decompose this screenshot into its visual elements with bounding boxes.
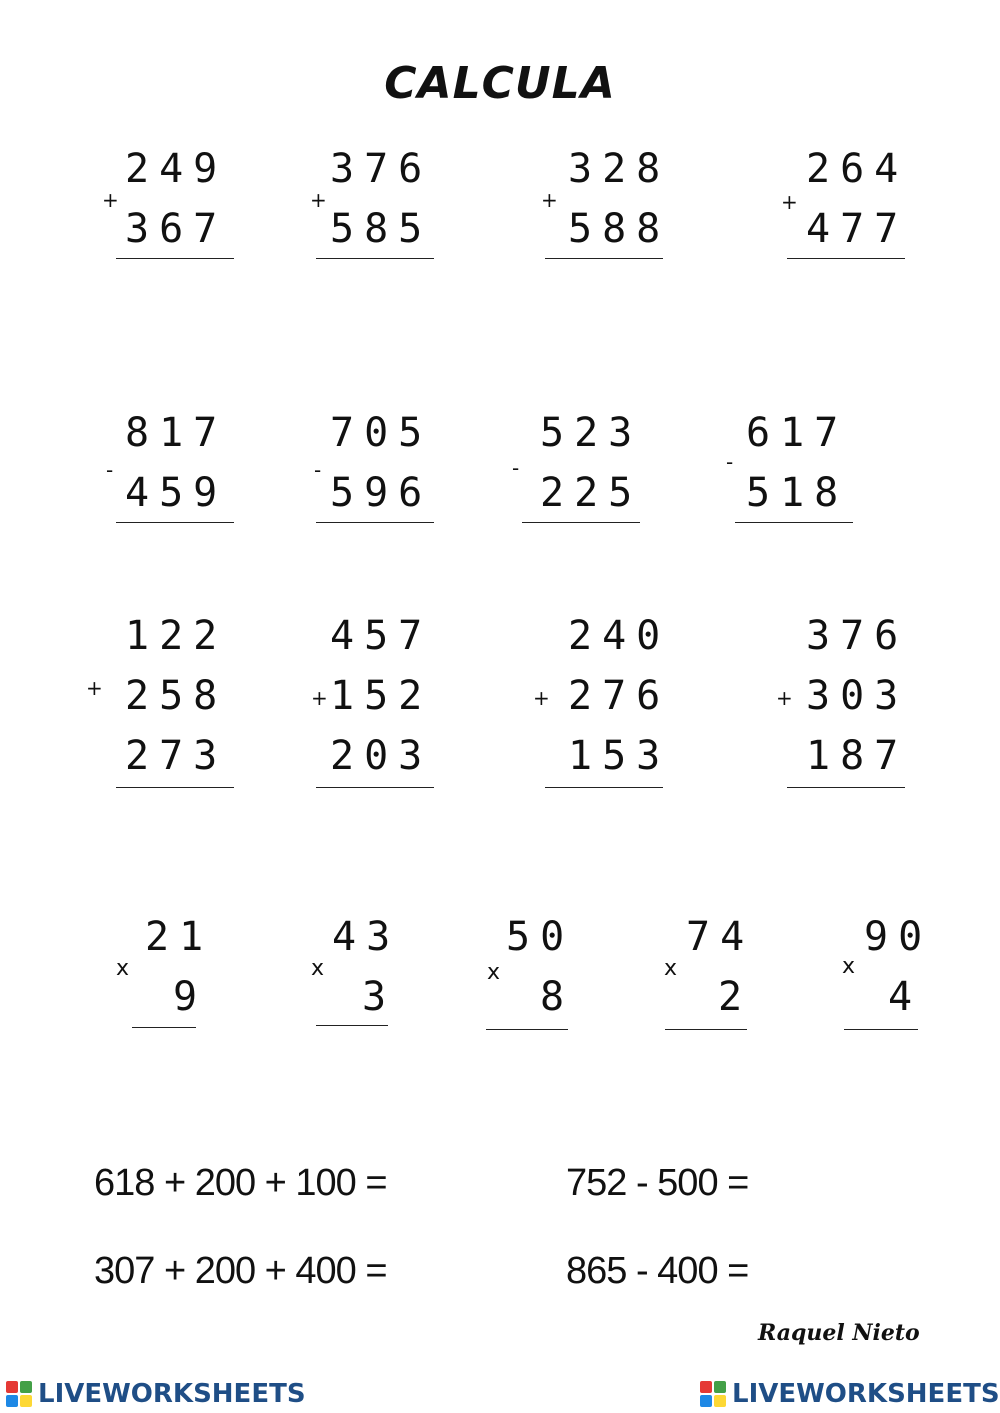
addend-top: 264 [806, 146, 909, 192]
factor-bottom: 9 [173, 974, 208, 1020]
answer-line[interactable] [486, 1029, 568, 1030]
equation-4[interactable]: 865 - 400 = [566, 1250, 749, 1292]
addend-bottom: 367 [125, 206, 228, 252]
factor-top: 90 [864, 914, 933, 960]
operator-sign: + [776, 686, 793, 710]
factor-top: 74 [686, 914, 755, 960]
answer-line[interactable] [132, 1027, 196, 1028]
logo-tile [714, 1381, 726, 1393]
answer-line[interactable] [735, 522, 853, 523]
factor-bottom: 2 [718, 974, 753, 1020]
logo-tile [20, 1381, 32, 1393]
addend-1: 376 [806, 613, 909, 659]
factor-top: 50 [506, 914, 575, 960]
logo-tile [6, 1381, 18, 1393]
answer-line[interactable] [316, 258, 434, 259]
addend-bottom: 477 [806, 206, 909, 252]
operator-sign: + [541, 188, 558, 212]
operator-sign: x [116, 956, 130, 981]
addend-1: 122 [125, 613, 228, 659]
operator-sign: + [781, 190, 798, 214]
answer-line[interactable] [545, 258, 663, 259]
minuend: 617 [746, 410, 849, 456]
page-title: CALCULA [384, 58, 616, 109]
addend-1: 240 [568, 613, 671, 659]
addend-3: 273 [125, 733, 228, 779]
brand-text: LIVEWORKSHEETS [38, 1379, 306, 1409]
answer-line[interactable] [316, 522, 434, 523]
operator-sign: - [726, 450, 734, 474]
brand-text: LIVEWORKSHEETS [732, 1379, 1000, 1409]
minuend: 705 [330, 410, 433, 456]
operator-sign: - [106, 458, 114, 482]
factor-bottom: 3 [362, 974, 397, 1020]
operator-sign: - [314, 458, 322, 482]
addend-1: 457 [330, 613, 433, 659]
answer-line[interactable] [665, 1029, 747, 1030]
equation-2[interactable]: 752 - 500 = [566, 1162, 749, 1204]
addend-2: 258 [125, 673, 228, 719]
addend-2: 152 [330, 673, 433, 719]
subtrahend: 596 [330, 470, 433, 516]
answer-line[interactable] [116, 787, 234, 788]
author-signature: Raquel Nieto [758, 1320, 920, 1346]
answer-line[interactable] [316, 787, 434, 788]
answer-line[interactable] [844, 1029, 918, 1030]
equation-3[interactable]: 307 + 200 + 400 = [94, 1250, 387, 1292]
answer-line[interactable] [522, 522, 640, 523]
factor-bottom: 4 [888, 974, 923, 1020]
subtrahend: 225 [540, 470, 643, 516]
subtrahend: 518 [746, 470, 849, 516]
logo-tile [700, 1395, 712, 1407]
subtrahend: 459 [125, 470, 228, 516]
logo-tile [20, 1395, 32, 1407]
operator-sign: x [311, 956, 325, 981]
addend-3: 153 [568, 733, 671, 779]
operator-sign: + [533, 686, 550, 710]
answer-line[interactable] [787, 258, 905, 259]
brand-right[interactable] [700, 1379, 1000, 1409]
addend-2: 276 [568, 673, 671, 719]
addend-3: 203 [330, 733, 433, 779]
answer-line[interactable] [545, 787, 663, 788]
addend-2: 303 [806, 673, 909, 719]
addend-top: 249 [125, 146, 228, 192]
logo-tile [6, 1395, 18, 1407]
operator-sign: + [86, 676, 103, 700]
operator-sign: + [102, 188, 119, 212]
addend-bottom: 585 [330, 206, 433, 252]
answer-line[interactable] [116, 258, 234, 259]
liveworksheets-logo-icon [6, 1381, 32, 1407]
factor-top: 43 [332, 914, 401, 960]
operator-sign: x [487, 960, 501, 985]
addend-top: 376 [330, 146, 433, 192]
answer-line[interactable] [116, 522, 234, 523]
equation-1[interactable]: 618 + 200 + 100 = [94, 1162, 387, 1204]
brand-left[interactable] [6, 1379, 306, 1409]
factor-top: 21 [145, 914, 214, 960]
logo-tile [714, 1395, 726, 1407]
liveworksheets-logo-icon [700, 1381, 726, 1407]
answer-line[interactable] [316, 1025, 388, 1026]
addend-top: 328 [568, 146, 671, 192]
operator-sign: - [512, 456, 520, 480]
operator-sign: + [311, 686, 328, 710]
minuend: 817 [125, 410, 228, 456]
factor-bottom: 8 [540, 974, 575, 1020]
operator-sign: + [310, 188, 327, 212]
answer-line[interactable] [787, 787, 905, 788]
addend-bottom: 588 [568, 206, 671, 252]
operator-sign: x [842, 954, 856, 979]
minuend: 523 [540, 410, 643, 456]
addend-3: 187 [806, 733, 909, 779]
logo-tile [700, 1381, 712, 1393]
operator-sign: x [664, 956, 678, 981]
